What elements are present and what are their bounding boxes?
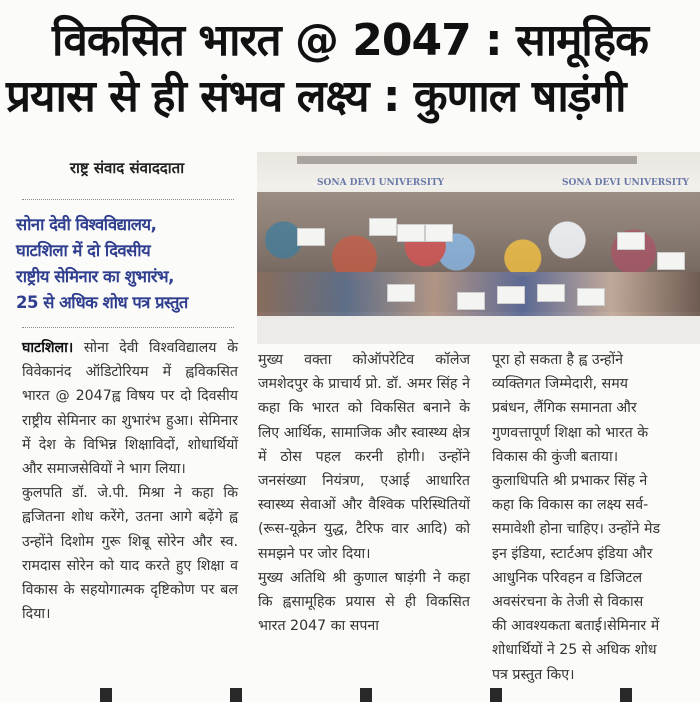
group-photo (257, 152, 700, 344)
text-line: इन इंडिया, स्टार्टअप इंडिया और (492, 545, 653, 562)
certificate (577, 288, 605, 306)
divider (22, 327, 234, 328)
subheadline-line: राष्ट्रीय सेमिनार का शुभारंभ, (16, 267, 174, 286)
article-column-2 (258, 348, 470, 638)
paragraph (22, 336, 238, 481)
photo-ceiling (297, 156, 637, 164)
certificate (617, 232, 645, 250)
text-line: अवसंरचना के तेजी से विकास (492, 594, 644, 611)
paragraph: कुलपति डॉ. जे.पी. मिश्रा ने कहा कि ह्वजितना शोध करेंगे, उतना आगे बढ़ेंगे ह्व उन्होंने दिशोम गुरू शिबू सोरेन और स्व. रामदास सोरेन को याद करते हुए शिक्षा व विकास के सहयोगात्मक दृष्टिकोण पर बल दिया। (22, 485, 238, 623)
text-line: कहा कि विकास का लक्ष्य सर्व- (492, 497, 649, 514)
text-line: व्यक्तिगत जिम्मेदारी, समय (492, 376, 628, 393)
photo-table (257, 316, 700, 344)
text-line: गुणवत्तापूर्ण शिक्षा को भारत के (492, 424, 649, 441)
byline: राष्ट्र संवाद संवाददाता (69, 159, 185, 177)
certificate (397, 224, 425, 242)
certificate (425, 224, 453, 242)
certificate (297, 228, 325, 246)
text-line: समावेशी होना चाहिए। उन्होंने मेड (492, 521, 661, 538)
divider (22, 199, 234, 200)
subheadline-line: घाटशिला में दो दिवसीय (16, 241, 151, 260)
photo-banner-left: SONA DEVI UNIVERSITY (317, 178, 445, 188)
certificate (537, 284, 565, 302)
text-line: विकास की कुंजी बताया। (492, 448, 619, 465)
headline-line-2: प्रयास से ही संभव लक्ष्य : कुणाल षाड़ंगी (6, 71, 626, 122)
article-column-3 (492, 348, 700, 687)
paragraph: मुख्य वक्ता कोऑपरेटिव कॉलेज जमशेदपुर के प्राचार्य प्रो. डॉ. अमर सिंह ने कहा कि भारत को विकसित बनाने के लिए आर्थिक, सामाजिक और स्वास्थ्य क्षेत्र में ठोस पहल करनी होगी। उन्होंने जनसंख्या नियंत्रण, एआई आधारित स्वास्थ्य सेवाओं और वैश्विक परिस्थितियों (रूस-यूक्रेन युद्ध, टैरिफ वार आदि) को समझने पर जोर दिया। (258, 352, 470, 562)
certificate (387, 284, 415, 302)
text-line: शोधार्थियों ने 25 से अधिक शोध (492, 642, 657, 659)
subheadline (16, 212, 242, 316)
paragraph: मुख्य अतिथि श्री कुणाल षाड़ंगी ने कहा कि ह्वसामूहिक प्रयास से ही विकसित भारत 2047 का सपना (258, 569, 470, 635)
headline (0, 0, 700, 140)
text-line: पूरा हो सकता है ह्व उन्होंने (492, 352, 624, 368)
dateline: घाटशिला। (22, 340, 74, 356)
certificate (457, 292, 485, 310)
text-line: प्रबंधन, लैंगिक समानता और (492, 400, 637, 417)
headline-line-1: विकसित भारत @ 2047 : सामूहिक (52, 15, 648, 66)
subheadline-line: 25 से अधिक शोध पत्र प्रस्तुत (16, 293, 188, 312)
paragraph-text: सोना देवी विश्वविद्यालय के विवेकानंद ऑडिटोरियम में ह्वविकसित भारत @ 2047ह्व विषय पर दो दिवसीय राष्ट्रीय सेमिनार का शुभारंभ हुआ। सेमिनार में देश के विभिन्न शिक्षाविदों, शोधार्थियों और समाजसेवियों ने भाग लिया। (22, 340, 238, 478)
article-column-1 (22, 336, 238, 626)
text-line: की आवश्यकता बताई।सेमिनार में (492, 618, 660, 635)
subheadline-line: सोना देवी विश्वविद्यालय, (16, 215, 157, 234)
text-line: पत्र प्रस्तुत किए। (492, 666, 575, 683)
text-line: आधुनिक परिवहन व डिजिटल (492, 569, 643, 586)
certificate (369, 218, 397, 236)
certificate (497, 286, 525, 304)
photo-banner-right: SONA DEVI UNIVERSITY (562, 178, 690, 188)
text-line: कुलाधिपति श्री प्रभाकर सिंह ने (492, 473, 648, 490)
certificate (657, 252, 685, 270)
